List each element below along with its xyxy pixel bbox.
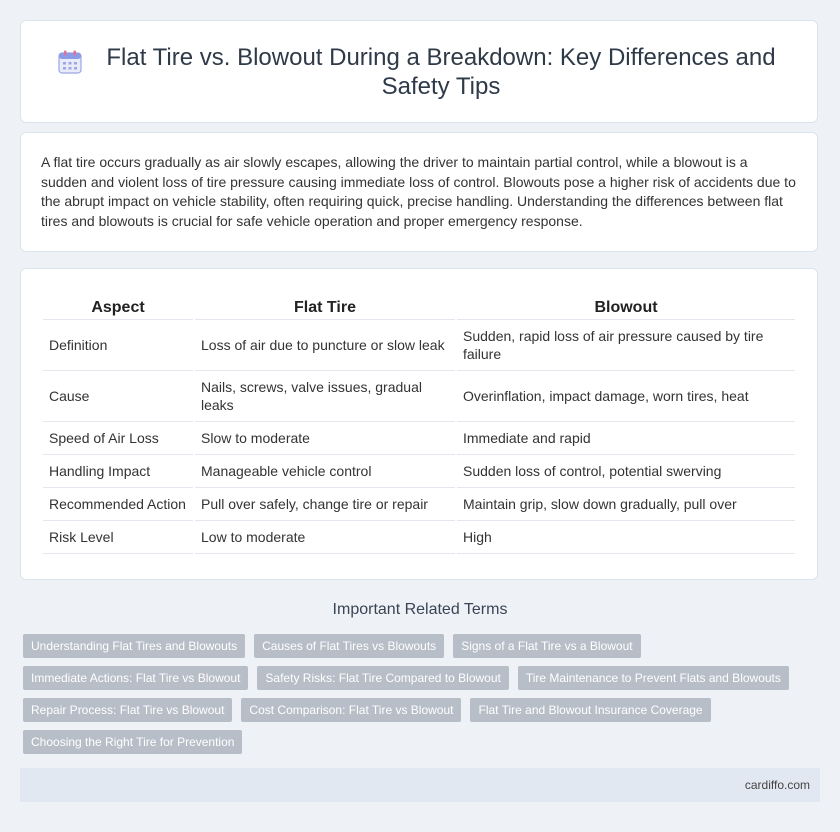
- intro-card: [20, 132, 818, 252]
- table-cell: Sudden loss of control, potential swerving: [457, 455, 795, 488]
- page-title: Flat Tire vs. Blowout During a Breakdown: Key Differences and Safety Tips: [106, 43, 776, 100]
- related-term-tag[interactable]: Choosing the Right Tire for Prevention: [23, 730, 242, 754]
- table-cell: Slow to moderate: [195, 422, 455, 455]
- table-cell: Immediate and rapid: [457, 422, 795, 455]
- table-row: [43, 422, 795, 455]
- table-cell: Speed of Air Loss: [43, 422, 193, 455]
- table-row: [43, 455, 795, 488]
- table-cell: Loss of air due to puncture or slow leak: [195, 320, 455, 371]
- related-term-tag[interactable]: Repair Process: Flat Tire vs Blowout: [23, 698, 232, 722]
- calendar-icon: [57, 49, 83, 75]
- table-cell: Cause: [43, 371, 193, 422]
- footer-site-link[interactable]: cardiffo.com: [744, 778, 810, 792]
- related-term-tag[interactable]: Causes of Flat Tires vs Blowouts: [254, 634, 444, 658]
- table-cell: Maintain grip, slow down gradually, pull over: [457, 488, 795, 521]
- table-row: [43, 488, 795, 521]
- related-term-tag[interactable]: Understanding Flat Tires and Blowouts: [23, 634, 245, 658]
- table-cell: Definition: [43, 320, 193, 371]
- header-flat-tire: Flat Tire: [195, 293, 455, 320]
- table-cell: Nails, screws, valve issues, gradual leaks: [195, 371, 455, 422]
- intro-text: A flat tire occurs gradually as air slowly escapes, allowing the driver to maintain partial control, while a blowout is a sudden and violent loss of tire pressure causing immediate loss of control. Blowouts pose a higher risk of accidents due to the abrupt impact on vehicle stability, often requiring quick, precise handling. Understanding the differences between flat tires and blowouts is crucial for safe vehicle operation and proper emergency response.: [41, 154, 796, 229]
- table-cell: High: [457, 521, 795, 554]
- related-term-tag[interactable]: Cost Comparison: Flat Tire vs Blowout: [241, 698, 461, 722]
- related-term-tag[interactable]: Tire Maintenance to Prevent Flats and Blowouts: [518, 666, 789, 690]
- table-cell: Handling Impact: [43, 455, 193, 488]
- table-cell: Risk Level: [43, 521, 193, 554]
- table-row: [43, 320, 795, 371]
- related-terms-list: [23, 634, 823, 762]
- comparison-table: [41, 293, 797, 554]
- table-cell: Low to moderate: [195, 521, 455, 554]
- header-aspect: Aspect: [43, 293, 193, 320]
- header-card: [20, 20, 818, 123]
- footer: [20, 768, 820, 802]
- table-cell: Recommended Action: [43, 488, 193, 521]
- comparison-card: [20, 268, 818, 580]
- related-term-tag[interactable]: Signs of a Flat Tire vs a Blowout: [453, 634, 640, 658]
- table-header-row: [43, 293, 795, 320]
- header-blowout: Blowout: [457, 293, 795, 320]
- table-cell: Pull over safely, change tire or repair: [195, 488, 455, 521]
- table-cell: Overinflation, impact damage, worn tires, heat: [457, 371, 795, 422]
- related-term-tag[interactable]: Immediate Actions: Flat Tire vs Blowout: [23, 666, 248, 690]
- related-terms-title: Important Related Terms: [332, 601, 508, 618]
- table-row: [43, 521, 795, 554]
- table-cell: Sudden, rapid loss of air pressure caused by tire failure: [457, 320, 795, 371]
- table-row: [43, 371, 795, 422]
- related-term-tag[interactable]: Safety Risks: Flat Tire Compared to Blowout: [257, 666, 508, 690]
- related-term-tag[interactable]: Flat Tire and Blowout Insurance Coverage: [470, 698, 710, 722]
- table-cell: Manageable vehicle control: [195, 455, 455, 488]
